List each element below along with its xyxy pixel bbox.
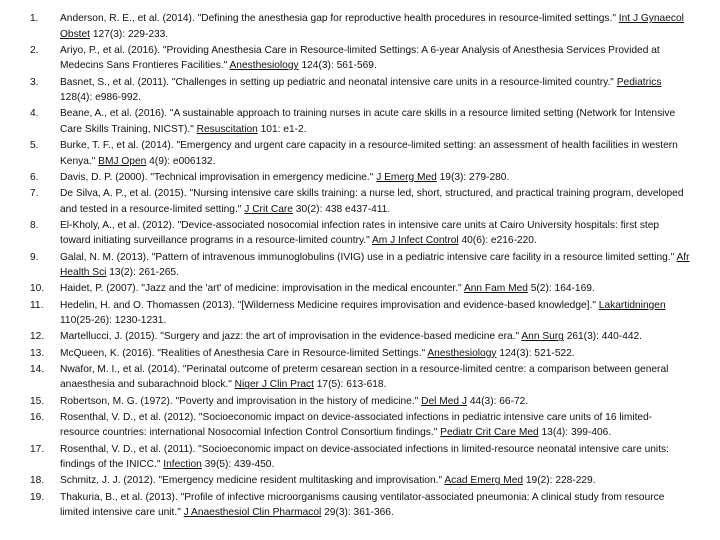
reference-citation: 5(2): 164-169. — [527, 283, 595, 295]
journal-link[interactable]: Del Med J — [421, 395, 467, 407]
reference-number: 1. — [30, 13, 39, 24]
journal-link[interactable]: J Anaesthesiol Clin Pharmacol — [183, 507, 322, 519]
reference-item — [30, 218, 690, 249]
reference-number: 3. — [30, 76, 39, 88]
reference-number: 2. — [30, 44, 39, 56]
journal-link[interactable]: Am J Infect Control — [372, 235, 459, 247]
reference-item — [30, 346, 690, 362]
reference-text: Haidet, P. (2007). "Jazz and the 'art' of medicine: improvisation in the medical encounter." — [60, 283, 464, 295]
reference-item — [30, 442, 690, 473]
reference-citation: 4(9): e006132. — [146, 155, 216, 167]
reference-item — [30, 186, 690, 217]
reference-text: Ariyo, P., et al. (2016). "Providing Anesthesia Care in Resource-limited Settings: A 6-year Analysis of Anesthesia Services Provided at Medecins Sans Frontieres Facilities." — [60, 44, 660, 72]
reference-item — [30, 490, 690, 521]
reference-citation: 19(3): 279-280. — [436, 171, 510, 183]
reference-item — [30, 394, 690, 410]
reference-item — [30, 106, 690, 137]
reference-text: Robertson, M. G. (1972). "Poverty and improvisation in the history of medicine." — [60, 395, 422, 407]
reference-citation: 39(5): 439-450. — [201, 459, 275, 471]
reference-number: 9. — [30, 251, 39, 263]
journal-link[interactable]: Acad Emerg Med — [444, 475, 524, 487]
reference-number: 18. — [30, 475, 45, 487]
reference-citation: 261(3): 440-442. — [563, 331, 643, 343]
journal-link[interactable]: Anesthesiology — [229, 60, 299, 72]
reference-number: 7. — [30, 188, 39, 200]
reference-number: 16. — [30, 411, 45, 423]
reference-list — [30, 11, 690, 521]
reference-item — [30, 138, 690, 169]
reference-number: 13. — [30, 347, 45, 359]
reference-item — [30, 11, 690, 42]
journal-link[interactable]: Ann Surg — [521, 331, 564, 343]
reference-text: Nwafor, M. I., et al. (2014). "Perinatal outcome of preterm cesarean section in a resource-limited centre: a comparison between general anaesthesia and subarachnoid block." — [60, 363, 669, 391]
reference-citation: 40(6): e216-220. — [458, 235, 537, 247]
reference-number: 4. — [30, 108, 39, 120]
journal-link[interactable]: Ann Fam Med — [463, 283, 528, 295]
reference-number: 11. — [30, 299, 44, 311]
reference-item — [30, 250, 690, 281]
reference-text: Davis, D. P. (2000). "Technical improvisation in emergency medicine." — [60, 171, 377, 183]
reference-item — [30, 362, 690, 393]
reference-text: Martellucci, J. (2015). "Surgery and jazz: the art of improvisation in the evidence-based medicine era." — [60, 331, 522, 343]
journal-link[interactable]: Resuscitation — [196, 123, 258, 135]
reference-item — [30, 473, 690, 489]
reference-citation: 17(5): 613-618. — [313, 379, 387, 391]
reference-number: 19. — [30, 491, 45, 503]
reference-text: Basnet, S., et al. (2011). "Challenges in setting up pediatric and neonatal intensive care units in a resource-limited country." — [60, 76, 617, 88]
reference-number: 15. — [30, 395, 45, 407]
reference-citation: 101: e1-2. — [257, 123, 307, 135]
reference-text: McQueen, K. (2016). "Realities of Anesthesia Care in Resource-limited Settings." — [60, 347, 428, 359]
reference-number: 10. — [30, 283, 45, 295]
reference-citation: 110(25-26): 1230-1231. — [60, 315, 167, 327]
journal-link[interactable]: Afr Health Sci — [60, 251, 690, 279]
reference-citation: 124(3): 561-569. — [298, 60, 377, 72]
reference-text: Beane, A., et al. (2016). "A sustainable approach to training nurses in acute care skills in a resource limited setting (Network for Intensive Care Skills Training, NICST)." — [60, 108, 676, 135]
reference-item — [30, 43, 690, 74]
reference-text: Anderson, R. E., et al. (2014). "Defining the anesthesia gap for reproductive health procedures in resource-limited settings." — [60, 13, 619, 24]
reference-item — [30, 75, 690, 106]
journal-link[interactable]: J Crit Care — [244, 203, 293, 215]
reference-text: Rosenthal, V. D., et al. (2012). "Socioeconomic impact on device-associated infections in pediatric intensive care units of 16 limited-resource countries: international Nosocomial Infection Control Consortium findings." — [60, 411, 653, 439]
reference-number: 6. — [30, 171, 39, 183]
reference-number: 8. — [30, 219, 39, 231]
reference-citation: 128(4): e986-992. — [60, 92, 141, 104]
reference-citation: 44(3): 66-72. — [466, 395, 529, 407]
reference-text: De Silva, A. P., et al. (2015). "Nursing intensive care skills training: a nurse led, short, structured, and practical training program, developed and tested in a resource-limited setting." — [60, 188, 684, 215]
reference-number: 14. — [30, 363, 45, 375]
reference-text: Schmitz, J. J. (2012). "Emergency medicine resident multitasking and improvisation." — [60, 475, 445, 487]
reference-text: Rosenthal, V. D., et al. (2011). "Socioeconomic impact on device-associated infections in limited-resource neonatal intensive care units: findings of the INICC." — [60, 443, 669, 471]
journal-link[interactable]: Niger J Clin Pract — [234, 379, 314, 391]
journal-link[interactable]: Lakartidningen — [598, 299, 666, 311]
reference-citation: 127(3): 229-233. — [90, 28, 169, 40]
reference-number: 17. — [30, 443, 45, 455]
reference-text: El-Kholy, A., et al. (2012). "Device-associated nosocomial infection rates in intensive care units at Cairo University hospitals: first step toward initiating surveillance programs in a resource-limited country." — [60, 219, 660, 247]
reference-text: Thakuria, B., et al. (2013). "Profile of infective microorganisms causing ventilator-associated pneumonia: A clinical study from resource limited intensive care unit." — [60, 491, 665, 519]
reference-text: Galal, N. M. (2013). "Pattern of intravenous immunoglobulins (IVIG) use in a pediatric intensive care facility in a resource limited setting." — [60, 251, 677, 263]
journal-link[interactable]: Int J Gynaecol Obstet — [60, 13, 684, 40]
reference-citation: 13(4): 399-406. — [538, 427, 612, 439]
reference-citation: 124(3): 521-522. — [496, 347, 575, 359]
journal-link[interactable]: BMJ Open — [98, 155, 147, 167]
reference-citation: 29(3): 361-366. — [321, 507, 394, 519]
reference-text: Burke, T. F., et al. (2014). "Emergency and urgent care capacity in a resource-limited setting: an assessment of health facilities in western Kenya." — [60, 140, 678, 167]
journal-link[interactable]: Anesthesiology — [427, 347, 497, 359]
reference-item — [30, 329, 690, 345]
journal-link[interactable]: Infection — [163, 459, 202, 471]
journal-link[interactable]: J Emerg Med — [376, 171, 437, 183]
reference-number: 5. — [30, 140, 39, 152]
reference-item — [30, 281, 690, 297]
reference-text: Hedelin, H. and O. Thomassen (2013). "[Wilderness Medicine requires improvisation and evidence-based knowledge]." — [60, 299, 599, 311]
reference-item — [30, 410, 690, 441]
reference-item — [30, 170, 690, 186]
journal-link[interactable]: Pediatr Crit Care Med — [440, 427, 539, 439]
reference-number: 12. — [30, 331, 45, 343]
journal-link[interactable]: Pediatrics — [616, 76, 662, 88]
reference-citation: 13(2): 261-265. — [106, 267, 179, 279]
reference-item — [30, 298, 690, 329]
reference-citation: 30(2): 438 e437-411. — [292, 203, 391, 215]
reference-citation: 19(2): 228-229. — [523, 475, 596, 487]
